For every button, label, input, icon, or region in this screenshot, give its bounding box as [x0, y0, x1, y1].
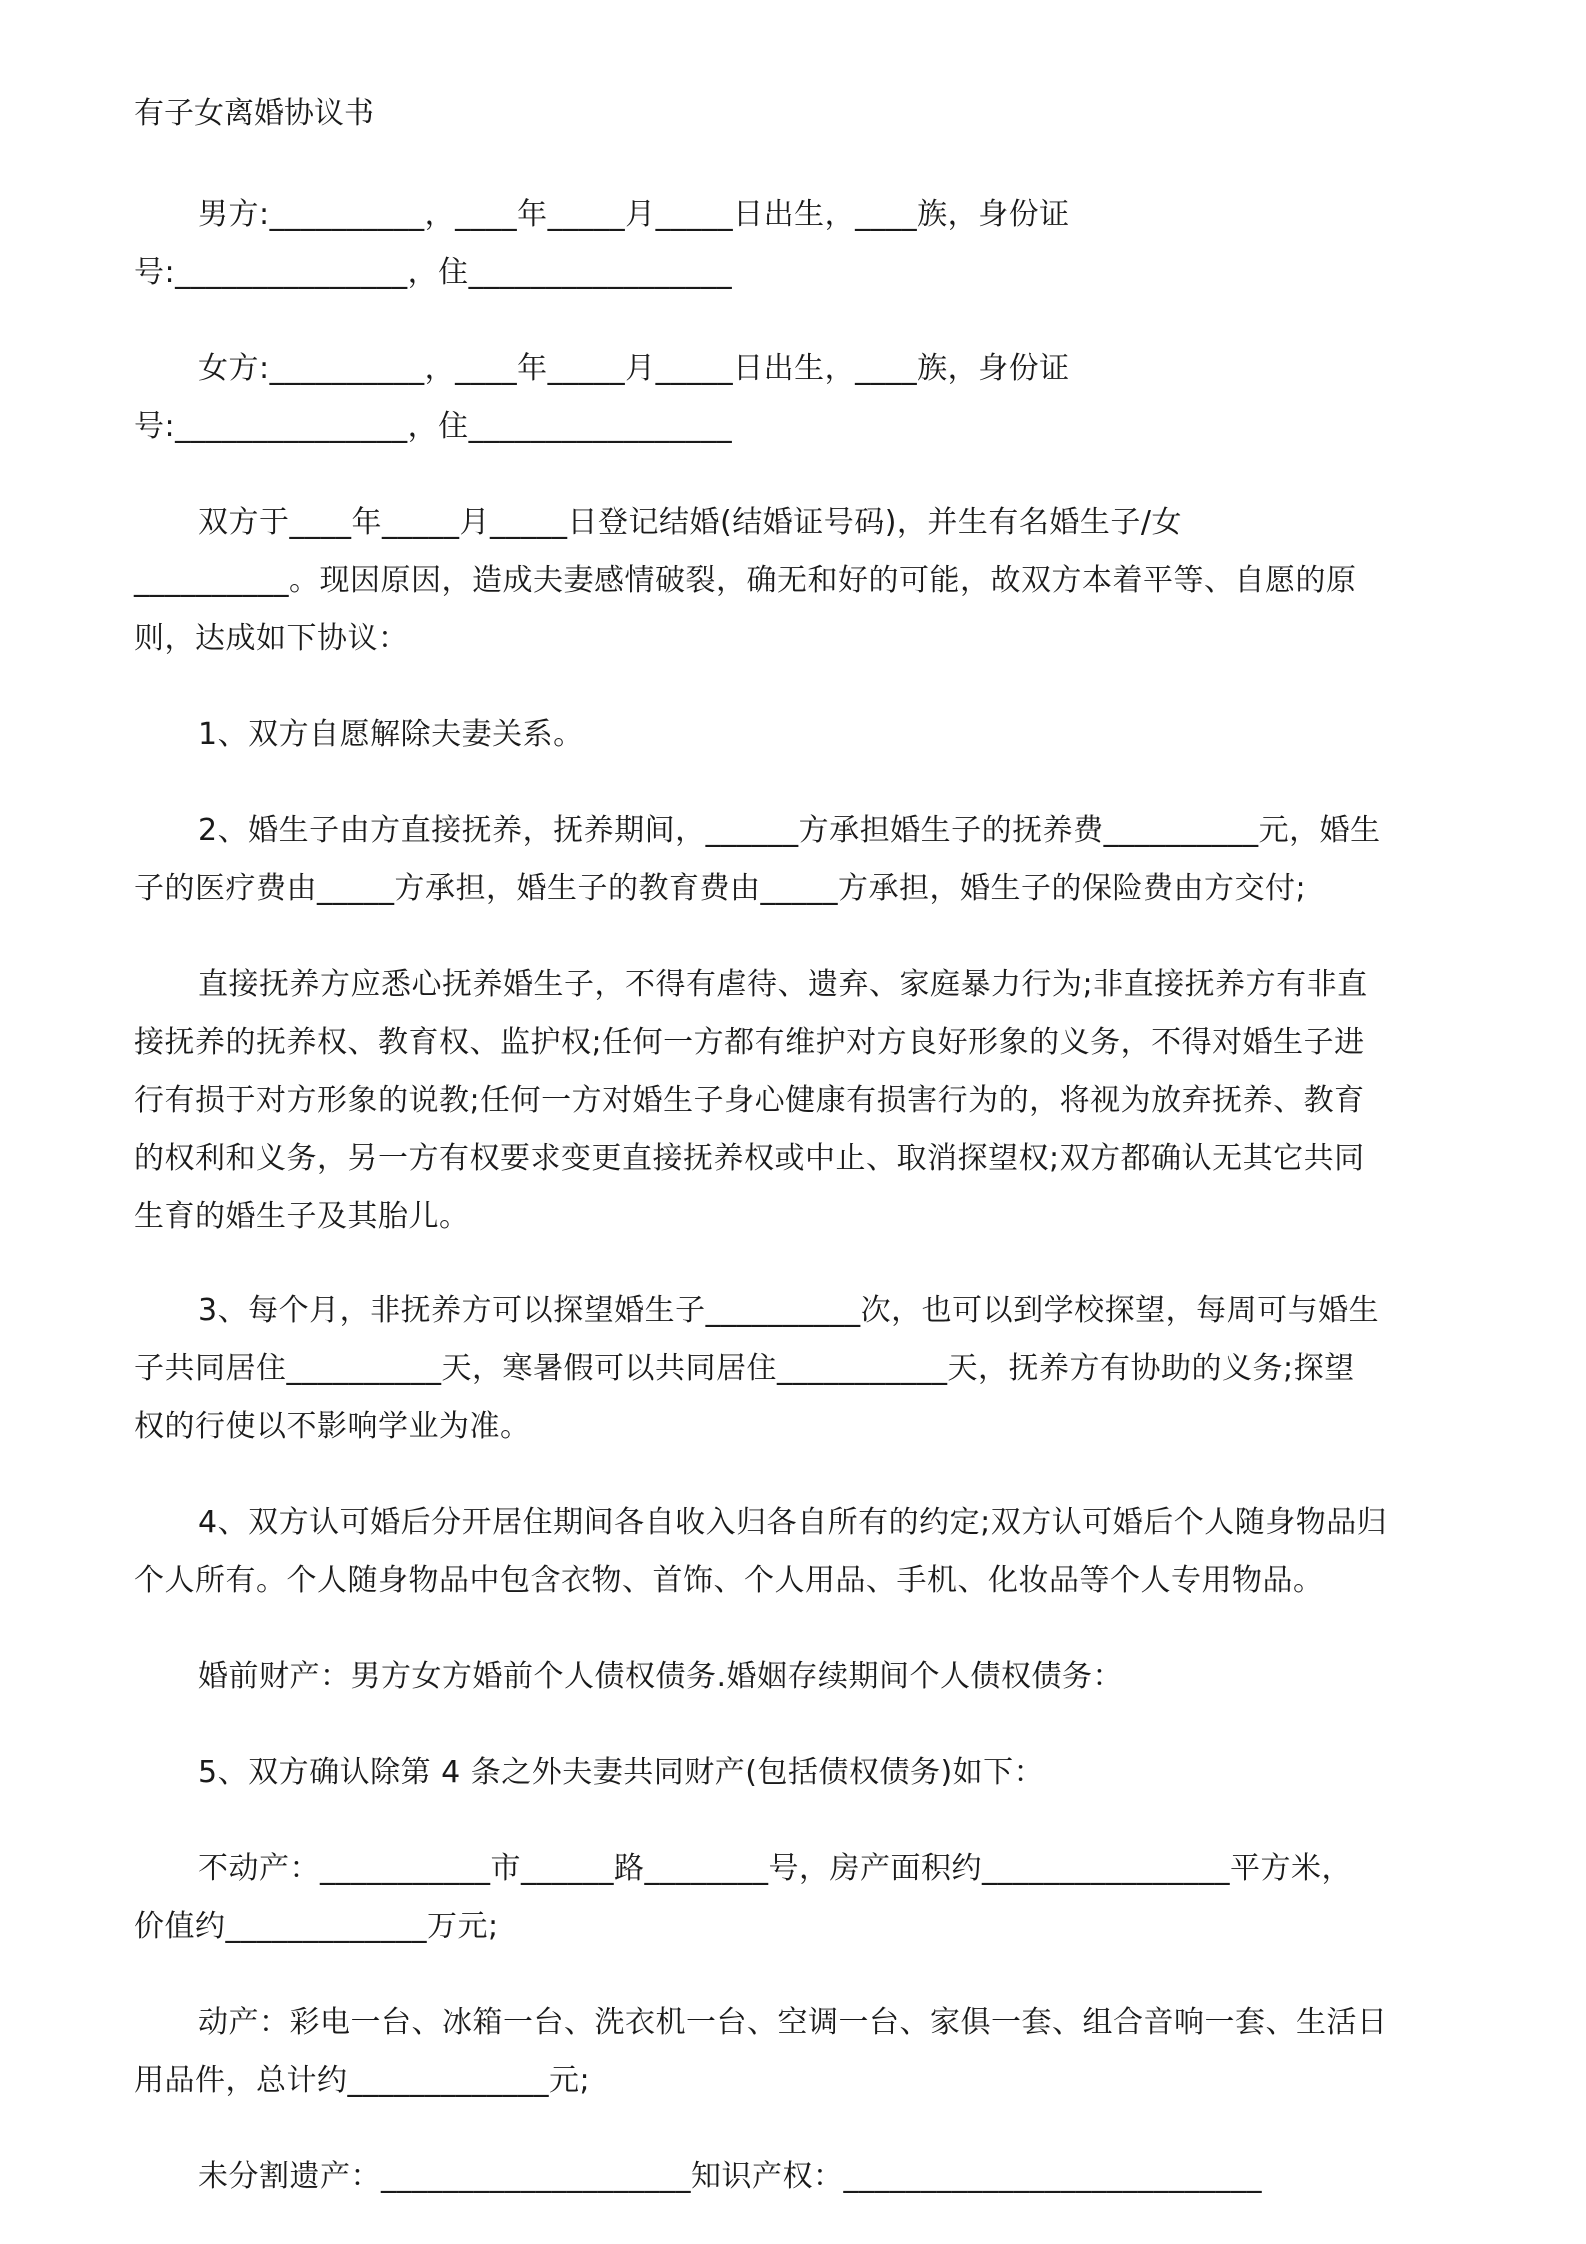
paragraph-line: 直接抚养方应悉心抚养婚生子，不得有虐待、遗弃、家庭暴力行为;非直接抚养方有非直 — [198, 967, 1368, 1002]
movable-property-paragraph — [134, 1994, 1454, 2110]
paragraph-line: 1、双方自愿解除夫妻关系。 — [198, 717, 584, 752]
real-estate-paragraph — [134, 1840, 1454, 1956]
female-party-info-paragraph — [134, 340, 1454, 456]
paragraph-line: 用品件，总计约_____________元; — [134, 2063, 591, 2098]
clause-3-paragraph — [134, 1282, 1454, 1456]
paragraph-line: 子的医疗费由_____方承担，婚生子的教育费由_____方承担，婚生子的保险费由方交付; — [134, 871, 1307, 906]
paragraph-line: 婚前财产：男方女方婚前个人债权债务.婚姻存续期间个人债权债务： — [198, 1659, 1124, 1694]
custody-duties-paragraph — [134, 956, 1454, 1246]
paragraph-line: 权的行使以不影响学业为准。 — [134, 1409, 531, 1444]
clause-2-paragraph — [134, 802, 1454, 918]
paragraph-line: 行有损于对方形象的说教;任何一方对婚生子身心健康有损害行为的，将视为放弃抚养、教育 — [134, 1083, 1365, 1118]
paragraph-line: 则，达成如下协议： — [134, 621, 409, 656]
paragraph-line: 不动产：___________市______路________号，房产面积约________________平方米， — [198, 1851, 1352, 1886]
paragraph-line: 的权利和义务，另一方有权要求变更直接抚养权或中止、取消探望权;双方都确认无其它共同 — [134, 1141, 1365, 1176]
paragraph-line: 男方:__________，____年_____月_____日出生，____族，身份证 — [198, 197, 1070, 232]
paragraph-line: 2、婚生子由方直接抚养，抚养期间，______方承担婚生子的抚养费__________元，婚生 — [198, 813, 1381, 848]
clause-4-paragraph — [134, 1494, 1454, 1610]
paragraph-line: 5、双方确认除第 4 条之外夫妻共同财产(包括债权债务)如下： — [198, 1755, 1045, 1790]
paragraph-line: 4、双方认可婚后分开居住期间各自收入归各自所有的约定;双方认可婚后个人随身物品归 — [198, 1505, 1388, 1540]
marriage-background-paragraph — [134, 494, 1454, 668]
paragraph-line: 未分割遗产：____________________知识产权：___________________________ — [198, 2159, 1262, 2194]
paragraph-line: 3、每个月，非抚养方可以探望婚生子__________次，也可以到学校探望，每周可与婚生 — [198, 1293, 1380, 1328]
paragraph-line: __________。现因原因，造成夫妻感情破裂，确无和好的可能，故双方本着平等、自愿的原 — [134, 563, 1357, 598]
document-title: 有子女离婚协议书 — [134, 96, 374, 131]
paragraph-line: 个人所有。个人随身物品中包含衣物、首饰、个人用品、手机、化妆品等个人专用物品。 — [134, 1563, 1324, 1598]
premarital-property-paragraph — [134, 1648, 1454, 1706]
paragraph-line: 号:_______________，住_________________ — [134, 255, 733, 290]
paragraph-line: 女方:__________，____年_____月_____日出生，____族，身份证 — [198, 351, 1070, 386]
paragraph-line: 双方于____年_____月_____日登记结婚(结婚证号码)，并生有名婚生子/女 — [198, 505, 1183, 540]
paragraph-line: 价值约_____________万元; — [134, 1909, 499, 1944]
paragraph-line: 子共同居住__________天，寒暑假可以共同居住___________天，抚养方有协助的义务;探望 — [134, 1351, 1355, 1386]
paragraph-line: 号:_______________，住_________________ — [134, 409, 733, 444]
paragraph-line: 生育的婚生子及其胎儿。 — [134, 1199, 470, 1234]
paragraph-line: 接抚养的抚养权、教育权、监护权;任何一方都有维护对方良好形象的义务，不得对婚生子进 — [134, 1025, 1365, 1060]
male-party-info-paragraph — [134, 186, 1454, 302]
paragraph-line: 动产：彩电一台、冰箱一台、洗衣机一台、空调一台、家俱一套、组合音响一套、生活日 — [198, 2005, 1388, 2040]
clause-1-paragraph — [134, 706, 1454, 764]
inheritance-ip-paragraph — [134, 2148, 1454, 2206]
clause-5-paragraph — [134, 1744, 1454, 1802]
